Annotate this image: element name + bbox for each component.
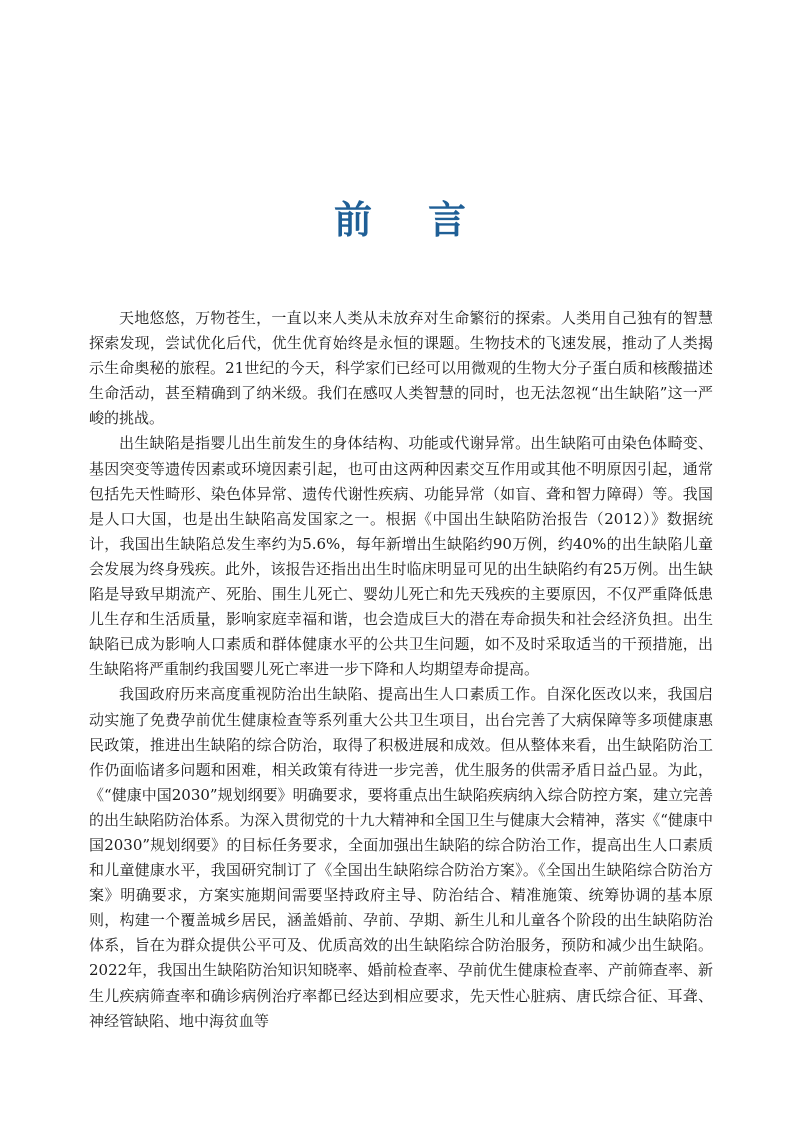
paragraph: 我国政府历来高度重视防治出生缺陷、提高出生人口素质工作。自深化医改以来，我国启动实施了免费孕前优生健康检查等系列重大公共卫生项目，出台完善了大病保障等多项健康惠民政策，推进出生缺陷的综合防治，取得了积极进展和成效。但从整体来看，出生缺陷防治工作仍面临诸多问题和困难，相关政策有待进一步完善，优生服务的供需矛盾日益凸显。为此，《“健康中国2030”规划纲要》明确要求，要将重点出生缺陷疾病纳入综合防控方案，建立完善的出生缺陷防治体系。为深入贯彻党的十九大精神和全国卫生与健康大会精神，落实《“健康中国2030”规划纲要》的目标任务要求，全面加强出生缺陷的综合防治工作，提高出生人口素质和儿童健康水平，我国研究制订了《全国出生缺陷综合防治方案》。《全国出生缺陷综合防治方案》明确要求，方案实施期间需要坚持政府主导、防治结合、精准施策、统筹协调的基本原则，构建一个覆盖城乡居民，涵盖婚前、孕前、孕期、新生儿和儿童各个阶段的出生缺陷防治体系，旨在为群众提供公平可及、优质高效的出生缺陷综合防治服务，预防和减少出生缺陷。2022年，我国出生缺陷防治知识知晓率、婚前检查率、孕前优生健康检查率、产前筛查率、新生儿疾病筛查率和确诊病例治疗率都已经达到相应要求，先天性心脏病、唐氏综合征、耳聋、神经管缺陷、地中海贫血等 bbox=[89, 685, 713, 1030]
preface-body bbox=[89, 306, 713, 1034]
page-title: 前言 bbox=[333, 198, 522, 242]
paragraph: 天地悠悠，万物苍生，一直以来人类从未放弃对生命繁衍的探索。人类用自己独有的智慧探索发现，尝试优化后代，优生优育始终是永恒的课题。生物技术的飞速发展，推动了人类揭示生命奥秘的旅程。21世纪的今天，科学家们已经可以用微观的生物大分子蛋白质和核酸描述生命活动，甚至精确到了纳米级。我们在感叹人类智慧的同时，也无法忽视“出生缺陷”这一严峻的挑战。 bbox=[89, 309, 713, 428]
paragraph: 出生缺陷是指婴儿出生前发生的身体结构、功能或代谢异常。出生缺陷可由染色体畸变、基因突变等遗传因素或环境因素引起，也可由这两种因素交互作用或其他不明原因引起，通常包括先天性畸形、染色体异常、遗传代谢性疾病、功能异常（如盲、聋和智力障碍）等。我国是人口大国，也是出生缺陷高发国家之一。根据《中国出生缺陷防治报告（2012）》数据统计，我国出生缺陷总发生率约为5.6%，每年新增出生缺陷约90万例，约40%的出生缺陷儿童会发展为终身残疾。此外，该报告还指出出生时临床明显可见的出生缺陷约有25万例。出生缺陷是导致早期流产、死胎、围生儿死亡、婴幼儿死亡和先天残疾的主要原因，不仅严重降低患儿生存和生活质量，影响家庭幸福和谐，也会造成巨大的潜在寿命损失和社会经济负担。出生缺陷已成为影响人口素质和群体健康水平的公共卫生问题，如不及时采取适当的干预措施，出生缺陷将严重制约我国婴儿死亡率进一步下降和人均期望寿命提高。 bbox=[89, 434, 713, 679]
